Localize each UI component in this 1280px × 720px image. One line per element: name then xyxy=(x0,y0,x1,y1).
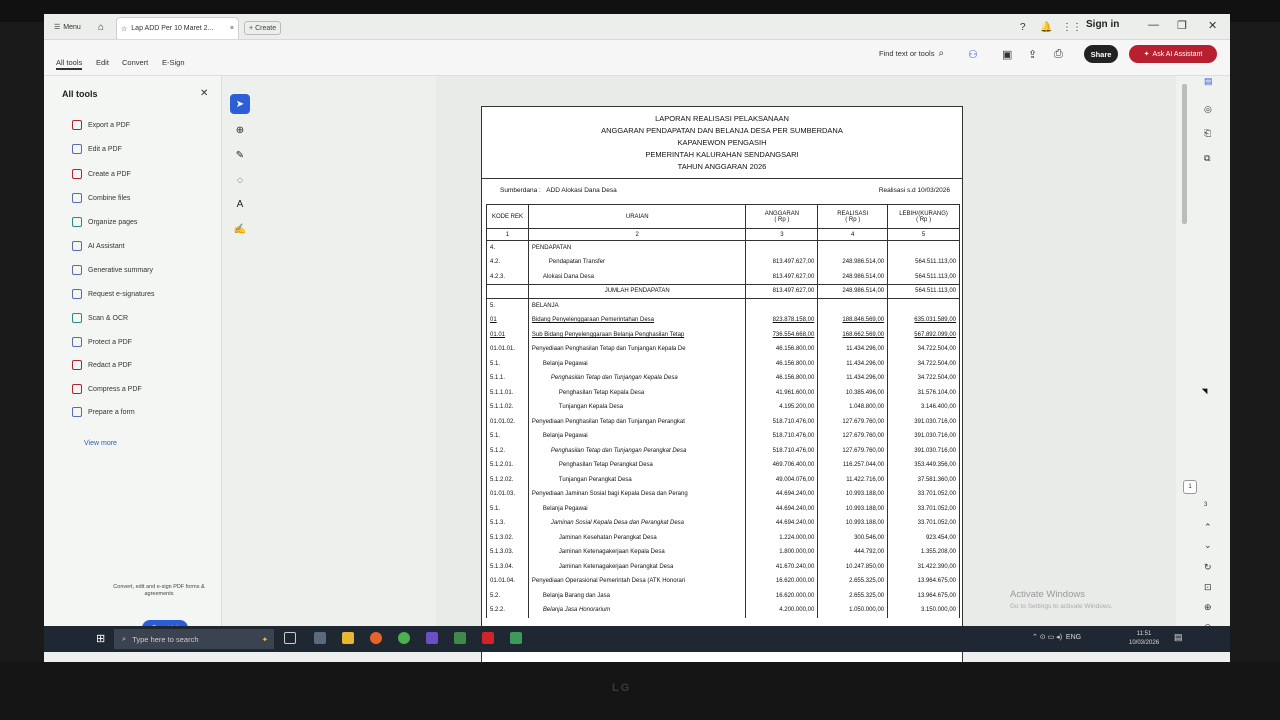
star-icon[interactable]: ☆ xyxy=(121,25,128,33)
page-up-icon[interactable]: ⌃ xyxy=(1204,522,1212,532)
table-row xyxy=(487,415,960,430)
share-button[interactable]: Share xyxy=(1084,45,1118,63)
pen-icon[interactable]: ✎ xyxy=(235,149,245,161)
vertical-scrollbar[interactable] xyxy=(1182,84,1187,224)
cell-lebih: 3.146.400,00 xyxy=(888,400,960,415)
cell-kode: 5.1.3.04. xyxy=(487,560,529,575)
realisasi-date: Realisasi s.d 10/03/2026 xyxy=(878,187,950,194)
cell-anggaran: 813.497.627,00 xyxy=(746,284,818,299)
cell-uraian: Alokasi Dana Desa xyxy=(528,270,746,285)
save-icon[interactable]: ▣ xyxy=(1002,49,1013,61)
cell-anggaran: 736.554.668,00 xyxy=(746,328,818,343)
col-anggaran: ANGGARAN ( Rp ) xyxy=(746,205,818,229)
cell-lebih: 37.581.360,00 xyxy=(888,473,960,488)
bookmark-icon[interactable]: ⎗ xyxy=(1204,128,1212,138)
activate-windows-subtitle: Go to Settings to activate Windows. xyxy=(1010,603,1113,610)
cell-uraian: Bidang Penyelenggaraan Pemerintahan Desa xyxy=(528,313,746,328)
windows-start-icon[interactable]: ⊞ xyxy=(96,633,106,645)
cell-kode: 4.2. xyxy=(487,255,529,270)
sign-in-link[interactable]: Sign in xyxy=(1086,19,1120,30)
cell-uraian: Jaminan Sosial Kepala Desa dan Perangkat Desa xyxy=(528,516,746,531)
table-row xyxy=(487,502,960,517)
close-window-icon[interactable]: ✕ xyxy=(1208,20,1218,32)
table-row xyxy=(487,328,960,343)
hamburger-icon: ☰ xyxy=(54,24,61,31)
ask-ai-assistant-button[interactable]: ✦ Ask AI Assistant xyxy=(1129,45,1217,63)
cell-anggaran: 46.156.800,00 xyxy=(746,371,818,386)
cell-lebih: 1.355.208,00 xyxy=(888,545,960,560)
tool-generative-summary[interactable]: Generative summary xyxy=(72,265,153,275)
document-viewer[interactable] xyxy=(436,76,1176,646)
tool-prepare-form[interactable]: Prepare a form xyxy=(72,407,135,417)
tool-combine-files[interactable]: Combine files xyxy=(72,193,130,203)
cell-lebih: 13.964.675,00 xyxy=(888,574,960,589)
cell-uraian: Pendapatan Transfer xyxy=(528,255,746,270)
app-icon[interactable] xyxy=(426,632,438,644)
cell-lebih: 391.030.716,00 xyxy=(888,444,960,459)
promo-text: Convert, edit and e-sign PDF forms & agreements xyxy=(113,584,205,598)
col-number: 4 xyxy=(818,229,888,241)
tool-compress-pdf[interactable]: Compress a PDF xyxy=(72,384,142,394)
cell-anggaran: 44.694.240,00 xyxy=(746,502,818,517)
table-row xyxy=(487,444,960,459)
cell-anggaran: 518.710.476,00 xyxy=(746,429,818,444)
compress-pdf-icon xyxy=(72,384,82,394)
refresh-icon[interactable]: ↻ xyxy=(1204,562,1212,572)
close-tab-icon[interactable]: × xyxy=(229,25,234,32)
cell-uraian: Belanja Pegawai xyxy=(528,429,746,444)
cell-lebih: 34.722.504,00 xyxy=(888,357,960,372)
document-tab[interactable] xyxy=(116,17,239,39)
cell-anggaran xyxy=(746,241,818,256)
cell-kode: 5.1.2.02. xyxy=(487,473,529,488)
cell-lebih: 635.031.589,00 xyxy=(888,313,960,328)
cell-uraian: Jaminan Ketenagakerjaan Perangkat Desa xyxy=(528,560,746,575)
scan-ocr-icon xyxy=(72,313,82,323)
cell-kode: 5.1. xyxy=(487,502,529,517)
cell-anggaran: 44.694.240,00 xyxy=(746,487,818,502)
organize-pages-icon xyxy=(72,217,82,227)
table-row xyxy=(487,284,960,299)
cell-realisasi xyxy=(818,241,888,256)
table-row xyxy=(487,313,960,328)
home-icon[interactable]: ⌂ xyxy=(98,21,105,33)
tab-all-tools[interactable]: All tools xyxy=(56,58,82,70)
table-row xyxy=(487,574,960,589)
cell-uraian: Penyediaan Operasional Pemerintah Desa (ATK Honorari xyxy=(528,574,746,589)
cell-uraian: Jaminan Ketenagakerjaan Kepala Desa xyxy=(528,545,746,560)
create-pdf-icon xyxy=(72,169,82,179)
export-pdf-icon xyxy=(72,120,82,130)
budget-table xyxy=(486,204,960,618)
cell-lebih: 31.576.104,00 xyxy=(888,386,960,401)
cell-realisasi: 1.048.800,00 xyxy=(818,400,888,415)
cell-uraian: JUMLAH PENDAPATAN xyxy=(528,284,746,299)
task-view-icon[interactable] xyxy=(284,632,296,644)
table-row xyxy=(487,589,960,604)
cell-realisasi: 10.247.850,00 xyxy=(818,560,888,575)
sumberdana: Sumberdana : ADD Alokasi Dana Desa xyxy=(500,187,617,194)
upload-icon[interactable]: ⇪ xyxy=(1028,49,1038,61)
minimize-icon[interactable]: — xyxy=(1148,19,1159,31)
tool-create-pdf[interactable]: Create a PDF xyxy=(72,169,131,179)
app-icon[interactable] xyxy=(454,632,466,644)
cell-uraian: Belanja Pegawai xyxy=(528,502,746,517)
cell-anggaran: 44.694.240,00 xyxy=(746,516,818,531)
tool-protect-pdf[interactable]: Protect a PDF xyxy=(72,337,132,347)
cell-uraian: Penghasilan Tetap Kepala Desa xyxy=(528,386,746,401)
cell-kode: 01.01 xyxy=(487,328,529,343)
cell-realisasi: 444.792,00 xyxy=(818,545,888,560)
cell-realisasi: 127.679.760,00 xyxy=(818,429,888,444)
zoom-icon[interactable]: ⊕ xyxy=(235,124,245,136)
col-number: 2 xyxy=(528,229,746,241)
table-row xyxy=(487,386,960,401)
cell-anggaran: 823.878.158,00 xyxy=(746,313,818,328)
cell-realisasi: 11.434.296,00 xyxy=(818,371,888,386)
cell-realisasi: 248.986.514,00 xyxy=(818,284,888,299)
cell-lebih: 34.722.504,00 xyxy=(888,342,960,357)
cell-lebih: 923.454,00 xyxy=(888,531,960,546)
cell-kode xyxy=(487,284,529,299)
cell-realisasi: 2.655.325,00 xyxy=(818,589,888,604)
cell-anggaran: 1.224.000,00 xyxy=(746,531,818,546)
cell-kode: 5.1. xyxy=(487,357,529,372)
cell-lebih: 31.422.390,00 xyxy=(888,560,960,575)
chrome-icon[interactable] xyxy=(398,632,410,644)
cell-uraian: BELANJA xyxy=(528,299,746,314)
language-indicator[interactable]: ENG xyxy=(1065,634,1082,641)
tool-export-pdf[interactable]: Export a PDF xyxy=(72,120,130,130)
app-icon[interactable] xyxy=(510,632,522,644)
cell-realisasi: 11.434.296,00 xyxy=(818,357,888,372)
search-highlight-icon: ✦ xyxy=(261,634,268,644)
cell-anggaran: 49.004.076,00 xyxy=(746,473,818,488)
table-row xyxy=(487,531,960,546)
cell-anggaran: 16.620.000,00 xyxy=(746,574,818,589)
cell-kode: 01.01.02. xyxy=(487,415,529,430)
cell-lebih: 13.964.675,00 xyxy=(888,589,960,604)
page-number[interactable]: 1 xyxy=(1183,480,1197,494)
apps-grid-icon[interactable]: ⋮⋮ xyxy=(1062,21,1082,33)
stamp-icon[interactable]: ✍ xyxy=(233,223,247,235)
tab-title: Lap ADD Per 10 Maret 2... xyxy=(131,25,214,32)
cell-lebih: 564.511.113,00 xyxy=(888,270,960,285)
col-number: 3 xyxy=(746,229,818,241)
help-icon[interactable]: ? xyxy=(1020,21,1026,33)
combine-files-icon xyxy=(72,193,82,203)
col-realisasi: REALISASI ( Rp ) xyxy=(818,205,888,229)
app-icon[interactable] xyxy=(314,632,326,644)
select-cursor-icon[interactable]: ➤ xyxy=(230,94,250,114)
table-row xyxy=(487,400,960,415)
cell-realisasi: 168.662.569,00 xyxy=(818,328,888,343)
cell-kode: 5.2.2. xyxy=(487,603,529,618)
table-row xyxy=(487,429,960,444)
all-tools-panel xyxy=(44,76,222,646)
cell-kode: 4. xyxy=(487,241,529,256)
cell-lebih: 564.511.113,00 xyxy=(888,284,960,299)
cell-kode: 5.1.1.01. xyxy=(487,386,529,401)
col-uraian: URAIAN xyxy=(528,205,746,229)
cell-kode: 5.1.1. xyxy=(487,371,529,386)
cell-realisasi: 10.385.496,00 xyxy=(818,386,888,401)
table-row xyxy=(487,560,960,575)
taskbar-search[interactable]: ⌕ Type here to search ✦ xyxy=(114,629,274,649)
system-tray[interactable]: ⌃ ⊙ ▭ ◂) ENG xyxy=(1032,634,1082,641)
cell-lebih: 34.722.504,00 xyxy=(888,371,960,386)
cell-kode: 01.01.04. xyxy=(487,574,529,589)
menu-button[interactable]: ☰ Menu xyxy=(54,23,81,31)
request-esignatures-icon xyxy=(72,289,82,299)
cell-kode: 5.1.2. xyxy=(487,444,529,459)
tool-scan-ocr[interactable]: Scan & OCR xyxy=(72,313,128,323)
cell-lebih: 567.892.099,00 xyxy=(888,328,960,343)
generative-summary-icon xyxy=(72,265,82,275)
tool-redact-pdf[interactable]: Redact a PDF xyxy=(72,360,132,370)
cell-uraian: Belanja Jasa Honorarium xyxy=(528,603,746,618)
cell-kode: 5.1.3.02. xyxy=(487,531,529,546)
cell-lebih: 564.511.113,00 xyxy=(888,255,960,270)
text-select-icon[interactable]: A xyxy=(236,198,244,210)
notification-icon[interactable]: 🔔 xyxy=(1040,21,1053,33)
table-row xyxy=(487,255,960,270)
cell-uraian: Penghasilan Tetap dan Tunjangan Perangkat Desa xyxy=(528,444,746,459)
cell-kode: 5.1.2.01. xyxy=(487,458,529,473)
search-icon: ⌕ xyxy=(938,48,945,59)
quick-tools-strip xyxy=(226,82,256,242)
cell-realisasi: 10.993.188,00 xyxy=(818,487,888,502)
cell-kode: 5.1. xyxy=(487,429,529,444)
screen xyxy=(44,14,1230,664)
table-row xyxy=(487,603,960,618)
cell-anggaran: 813.497.627,00 xyxy=(746,270,818,285)
pdf-page xyxy=(481,106,963,664)
redact-pdf-icon xyxy=(72,360,82,370)
protect-pdf-icon xyxy=(72,337,82,347)
file-explorer-icon[interactable] xyxy=(342,632,354,644)
cell-anggaran: 16.620.000,00 xyxy=(746,589,818,604)
notification-center-icon[interactable]: ▤ xyxy=(1174,632,1183,642)
cell-lebih: 33.701.052,00 xyxy=(888,502,960,517)
table-row xyxy=(487,487,960,502)
table-row xyxy=(487,545,960,560)
cell-realisasi: 10.993.188,00 xyxy=(818,516,888,531)
cell-uraian: Penyediaan Penghasilan Tetap dan Tunjangan Perangkat xyxy=(528,415,746,430)
cell-lebih: 353.449.356,00 xyxy=(888,458,960,473)
table-row xyxy=(487,371,960,386)
maximize-icon[interactable]: ❐ xyxy=(1177,20,1187,32)
zoom-in-icon[interactable]: ⊕ xyxy=(1204,602,1212,612)
prepare-form-icon xyxy=(72,407,82,417)
ai-icon: ✦ xyxy=(1143,51,1150,58)
col-number: 1 xyxy=(487,229,529,241)
table-row xyxy=(487,458,960,473)
tool-organize-pages[interactable]: Organize pages xyxy=(72,217,137,227)
cell-realisasi: 1.050.000,00 xyxy=(818,603,888,618)
cell-kode: 01.01.01. xyxy=(487,342,529,357)
cell-anggaran: 46.156.800,00 xyxy=(746,357,818,372)
cell-realisasi: 10.993.188,00 xyxy=(818,502,888,517)
cell-realisasi xyxy=(818,299,888,314)
cell-kode: 5.2. xyxy=(487,589,529,604)
table-row xyxy=(487,357,960,372)
cell-kode: 5.1.1.02. xyxy=(487,400,529,415)
table-row xyxy=(487,241,960,256)
cell-lebih: 33.701.052,00 xyxy=(888,516,960,531)
cell-uraian: Penghasilan Tetap dan Tunjangan Kepala Desa xyxy=(528,371,746,386)
lasso-icon[interactable]: ◌ xyxy=(237,174,243,186)
cell-lebih xyxy=(888,299,960,314)
cell-kode: 4.2.3. xyxy=(487,270,529,285)
cell-anggaran: 41.670.240,00 xyxy=(746,560,818,575)
cell-anggaran: 518.710.476,00 xyxy=(746,415,818,430)
ai-assistant-icon xyxy=(72,241,82,251)
cell-anggaran: 4.200.000,00 xyxy=(746,603,818,618)
cell-uraian: Tunjangan Kepala Desa xyxy=(528,400,746,415)
tab-convert[interactable]: Convert xyxy=(122,58,149,67)
table-row xyxy=(487,342,960,357)
cell-realisasi: 248.986.514,00 xyxy=(818,270,888,285)
cell-lebih xyxy=(888,241,960,256)
tool-ai-assistant[interactable]: AI Assistant xyxy=(72,241,125,251)
cell-uraian: Sub Bidang Penyelenggaraan Belanja Penghasilan Tetap xyxy=(528,328,746,343)
cell-lebih: 391.030.716,00 xyxy=(888,415,960,430)
cell-kode: 01 xyxy=(487,313,529,328)
cell-lebih: 391.030.716,00 xyxy=(888,429,960,444)
cell-anggaran: 469.706.400,00 xyxy=(746,458,818,473)
cell-uraian: Penghasilan Tetap Perangkat Desa xyxy=(528,458,746,473)
cell-realisasi: 248.986.514,00 xyxy=(818,255,888,270)
tool-edit-pdf[interactable]: Edit a PDF xyxy=(72,144,122,154)
find-tools-search[interactable]: Find text or tools ⌕ xyxy=(879,48,945,59)
cell-uraian: Penyediaan Jaminan Sosial bagi Kepala Desa dan Perang xyxy=(528,487,746,502)
cell-kode: 5. xyxy=(487,299,529,314)
cell-kode: 5.1.3. xyxy=(487,516,529,531)
table-row xyxy=(487,270,960,285)
print-icon[interactable]: ⎙ xyxy=(1054,48,1063,60)
toolbar xyxy=(44,40,1230,76)
comment-panel-icon[interactable]: ▤ xyxy=(1204,76,1213,86)
col-kode: KODE REK xyxy=(487,205,529,229)
cell-uraian: Tunjangan Perangkat Desa xyxy=(528,473,746,488)
cell-lebih: 33.701.052,00 xyxy=(888,487,960,502)
title-bar xyxy=(44,14,1230,40)
cell-kode: 5.1.3.03. xyxy=(487,545,529,560)
cell-anggaran xyxy=(746,299,818,314)
cell-uraian: Belanja Barang dan Jasa xyxy=(528,589,746,604)
taskbar xyxy=(44,626,1230,652)
cell-anggaran: 518.710.476,00 xyxy=(746,444,818,459)
tab-edit[interactable]: Edit xyxy=(96,58,109,67)
create-button[interactable]: + Create xyxy=(244,21,281,35)
cell-anggaran: 4.195.200,00 xyxy=(746,400,818,415)
cell-uraian: Jaminan Kesehatan Perangkat Desa xyxy=(528,531,746,546)
firefox-icon[interactable] xyxy=(370,632,382,644)
cell-uraian: Penyediaan Penghasilan Tetap dan Tunjangan Kepala De xyxy=(528,342,746,357)
cell-uraian: Belanja Pegawai xyxy=(528,357,746,372)
cell-realisasi: 300.546,00 xyxy=(818,531,888,546)
panel-title: All tools xyxy=(62,89,98,99)
table-row xyxy=(487,516,960,531)
cell-anggaran: 1.800.000,00 xyxy=(746,545,818,560)
cell-realisasi: 11.422.716,00 xyxy=(818,473,888,488)
fit-page-icon[interactable]: ⊡ xyxy=(1204,582,1212,592)
monitor-brand-logo: LG xyxy=(612,682,632,694)
cell-realisasi: 11.434.296,00 xyxy=(818,342,888,357)
col-lebih: LEBIH/(KURANG) ( Rp ) xyxy=(888,205,960,229)
comment-icon[interactable]: ◎ xyxy=(1204,104,1212,114)
cell-lebih: 3.150.000,00 xyxy=(888,603,960,618)
edit-pdf-icon xyxy=(72,144,82,154)
view-more-link[interactable]: View more xyxy=(84,440,117,447)
cell-anggaran: 41.961.600,00 xyxy=(746,386,818,401)
page-down-icon[interactable]: ⌄ xyxy=(1204,540,1212,550)
page-total: 3 xyxy=(1204,502,1208,508)
table-row xyxy=(487,299,960,314)
report-heading: LAPORAN REALISASI PELAKSANAAN ANGGARAN PENDAPATAN DAN BELANJA DESA PER SUMBERDANA KAPANEWON PENGASIH PEMERINTAH KALURAHAN SENDANGSARI TAHUN ANGGARAN 2026 xyxy=(482,107,962,179)
acrobat-icon[interactable] xyxy=(482,632,494,644)
tool-request-esignatures[interactable]: Request e-signatures xyxy=(72,289,155,299)
cell-anggaran: 46.156.800,00 xyxy=(746,342,818,357)
ai-tools-icon[interactable]: ⚇ xyxy=(968,49,978,61)
search-icon: ⌕ xyxy=(122,634,127,643)
pages-icon[interactable]: ⧉ xyxy=(1204,153,1211,163)
close-panel-icon[interactable]: ✕ xyxy=(200,88,209,99)
tab-e-sign[interactable]: E-Sign xyxy=(162,58,185,67)
col-number: 5 xyxy=(888,229,960,241)
cell-realisasi: 116.257.044,00 xyxy=(818,458,888,473)
cell-anggaran: 813.497.627,00 xyxy=(746,255,818,270)
monitor-bezel-bottom xyxy=(0,662,1280,720)
clock[interactable]: 11:51 10/03/2026 xyxy=(1129,631,1160,646)
activate-windows-title: Activate Windows xyxy=(1010,589,1085,600)
cell-realisasi: 2.655.325,00 xyxy=(818,574,888,589)
cell-uraian: PENDAPATAN xyxy=(528,241,746,256)
cell-realisasi: 188.846.569,00 xyxy=(818,313,888,328)
cell-realisasi: 127.679.760,00 xyxy=(818,444,888,459)
cell-realisasi: 127.679.760,00 xyxy=(818,415,888,430)
table-row xyxy=(487,473,960,488)
cell-kode: 01.01.03. xyxy=(487,487,529,502)
